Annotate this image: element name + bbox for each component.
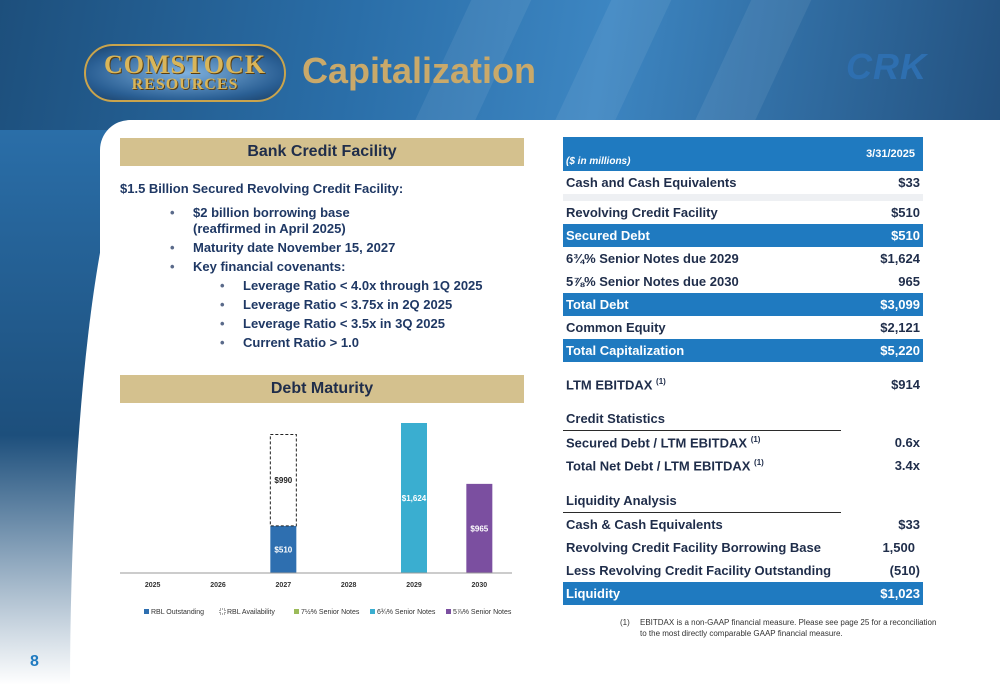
table-row-highlight: Liquidity $1,023 [563, 582, 923, 605]
comstock-logo [84, 44, 286, 102]
legend-swatch [294, 609, 299, 614]
table-row-highlight: Secured Debt $510 [563, 224, 923, 247]
x-tick-label: 2025 [144, 582, 161, 589]
x-tick-label: 2028 [340, 582, 357, 589]
debt-maturity-chart [120, 405, 525, 620]
ticker-logo: CRK [846, 46, 927, 87]
table-row-highlight: Total Capitalization $5,220 [563, 339, 923, 362]
data-label: $965 [470, 524, 489, 534]
page-number: 8 [30, 653, 39, 670]
legend-swatch [446, 609, 451, 614]
data-label: $510 [274, 545, 293, 555]
table-row: LTM EBITDAX $^{(1)}$ $914 [566, 377, 920, 393]
table-row: Revolving Credit Facility Borrowing Base 1,500 [566, 540, 915, 555]
covenant-item: • Leverage Ratio < 3.5x in 3Q 2025 [220, 316, 483, 332]
covenant-item: • Leverage Ratio < 4.0x through 1Q 2025 [220, 278, 483, 294]
table-row: 5⅞% Senior Notes due 2030 965 [566, 274, 920, 289]
table-row: Less Revolving Credit Facility Outstanding (510) [566, 563, 920, 578]
facility-heading: $1.5 Billion Secured Revolving Credit Facility: [120, 181, 404, 196]
x-tick-label: 2027 [275, 582, 292, 589]
table-row: 6¾% Senior Notes due 2029 $1,624 [566, 251, 920, 266]
table-header [563, 137, 923, 171]
legend-label: RBL Availability [227, 609, 275, 616]
liquidity-title: Liquidity Analysis [566, 493, 677, 508]
table-row: Cash & Cash Equivalents $33 [566, 517, 920, 532]
legend-swatch [220, 609, 225, 614]
table-row: Secured Debt / LTM EBITDAX $^{(1)}$ 0.6x [566, 435, 920, 451]
legend-swatch [144, 609, 149, 614]
table-row: Common Equity $2,121 [566, 320, 920, 335]
left-background [0, 130, 115, 685]
unit-label: ($ in millions) [566, 156, 631, 167]
page-title: Capitalization [302, 50, 537, 91]
table-row-highlight: Total Debt $3,099 [563, 293, 923, 316]
bullet-covenants: • Key financial covenants: [170, 259, 483, 275]
covenant-item: • Leverage Ratio < 3.75x in 2Q 2025 [220, 297, 483, 313]
facility-bullets [170, 205, 483, 354]
legend-label: 6¾% Senior Notes [377, 609, 436, 616]
data-label: $1,624 [401, 494, 427, 503]
date-label: 3/31/2025 [866, 148, 915, 160]
capitalization-table [563, 137, 923, 605]
credit-stats-title: Credit Statistics [566, 411, 665, 426]
covenant-item: • Current Ratio > 1.0 [220, 335, 483, 351]
bullet-borrowing-base: • $2 billion borrowing base (reaffirmed in April 2025) [170, 205, 483, 237]
bank-credit-section-title: Bank Credit Facility [120, 138, 524, 166]
table-row: Cash and Cash Equivalents $33 [566, 175, 920, 190]
legend-swatch [370, 609, 375, 614]
x-tick-label: 2026 [210, 582, 226, 589]
debt-maturity-section-title: Debt Maturity [120, 375, 524, 403]
logo-line1: COMSTOCK [103, 50, 267, 79]
table-row: Revolving Credit Facility $510 [566, 205, 920, 220]
legend-label: 7½% Senior Notes [301, 609, 360, 616]
logo-line2: RESOURCES [131, 76, 239, 93]
data-label: $990 [274, 476, 293, 486]
x-tick-label: 2030 [471, 582, 488, 589]
legend-label: RBL Outstanding [151, 609, 205, 616]
legend-label: 5⅞% Senior Notes [453, 609, 512, 616]
table-row: Total Net Debt / LTM EBITDAX $^{(1)}$ 3.4x [566, 458, 920, 474]
x-tick-label: 2029 [406, 582, 422, 589]
bullet-maturity: • Maturity date November 15, 2027 [170, 240, 483, 256]
